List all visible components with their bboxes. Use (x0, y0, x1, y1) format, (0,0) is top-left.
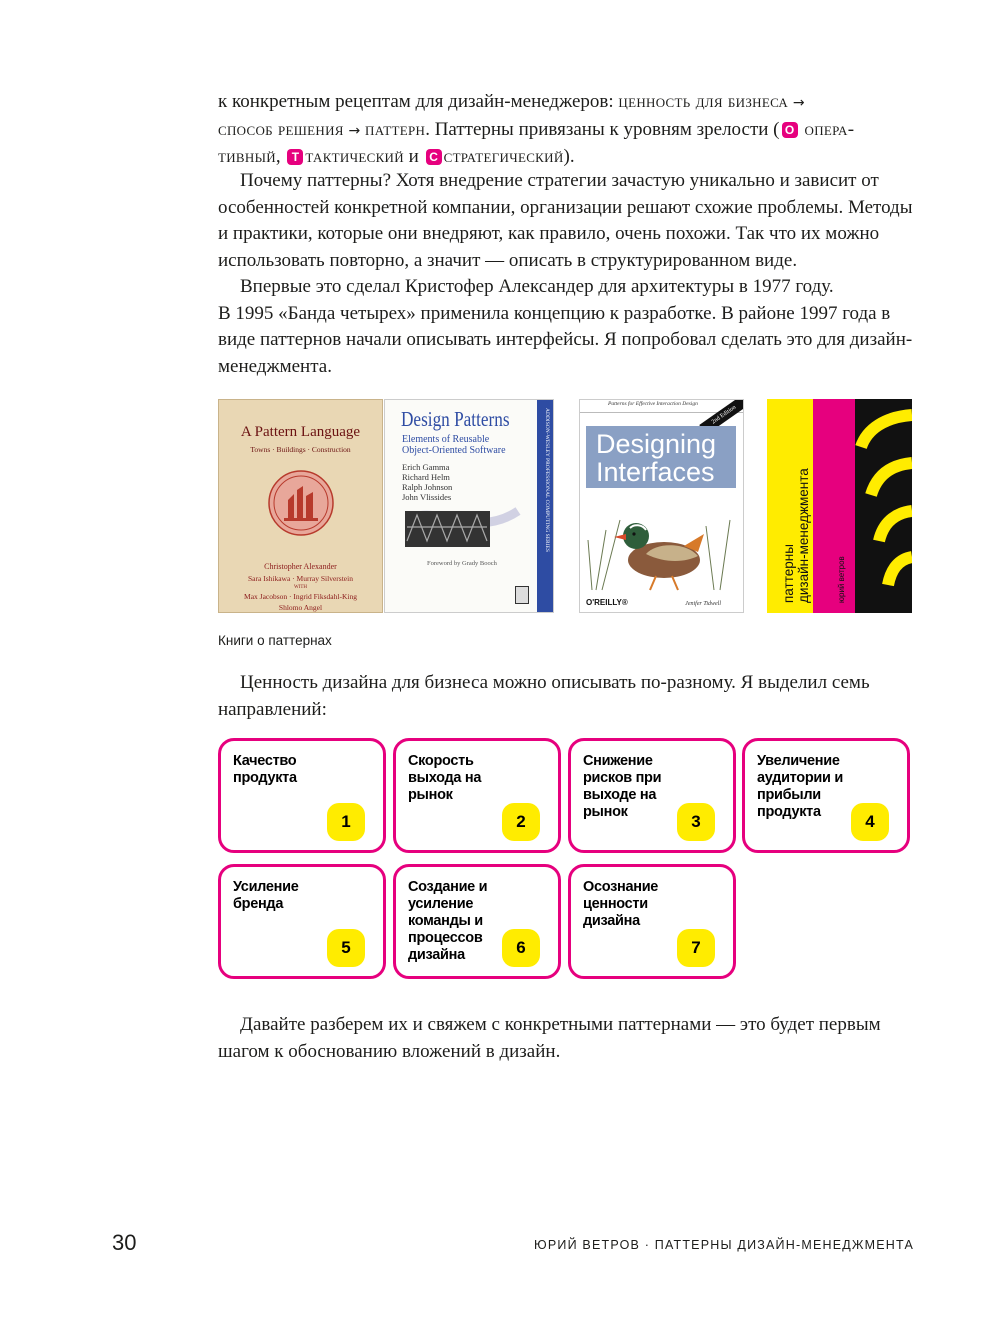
duck-illustration-icon (586, 490, 736, 595)
value-card-6 (393, 864, 561, 979)
term-business-value: ценность для бизнеса (618, 91, 789, 112)
book-cover-pattern-language (218, 399, 383, 613)
book-emblem-icon (266, 468, 336, 538)
term-operational-end: тивный (218, 146, 276, 168)
book-title-line: паттерны (781, 544, 796, 603)
intro-text: к конкретным рецептам для дизайн-менеджеров: (218, 91, 619, 112)
figure-caption: Книги о паттернах (218, 633, 332, 648)
value-card-5 (218, 864, 386, 979)
term-pattern: паттерн (365, 118, 426, 140)
book-author-vertical: юрий ветров (837, 556, 846, 603)
value-card-3 (568, 738, 736, 853)
book-cover-swirl-icon (855, 399, 912, 613)
book-author: Richard Helm (402, 472, 450, 482)
paragraph-value-directions (218, 670, 918, 723)
arrow-right-icon: → (348, 122, 361, 139)
intro-text: . Паттерны привязаны к уровням зрелости ( (425, 118, 780, 140)
value-card-7 (568, 864, 736, 979)
book-authors: Max Jacobson · Ingrid Fiksdahl-King (244, 592, 357, 601)
tactical-badge-icon: Т (287, 149, 303, 165)
book-cover-designing-interfaces (579, 399, 744, 613)
paragraph-history (218, 274, 918, 380)
value-card-label: Увеличение аудитории и прибыли продукта (757, 753, 843, 820)
term-tactical: тактический (305, 146, 404, 168)
book-subtitle: Towns · Buildings · Construction (250, 445, 351, 454)
book-author: John Vlissides (402, 492, 452, 502)
value-card-4 (742, 738, 910, 853)
book-foreword: Foreword by Grady Booch (427, 560, 497, 567)
value-card-label: Скорость выхода на рынок (408, 753, 482, 803)
book-spine (537, 400, 553, 613)
running-head: ЮРИЙ ВЕТРОВ · ПАТТЕРНЫ ДИЗАЙН-МЕНЕДЖМЕНТА (534, 1238, 914, 1252)
paragraph-text: Почему паттерны? Хотя внедрение стратегии зачастую уникально и зависит от особенностей конкретной компании, организации решают схожие проблемы. Методы и практики, которые они внедряют, как правило, очень похожи. Так что их можно использовать повторно, а значит — описать в структурированном виде. (218, 170, 913, 271)
value-card-number: 3 (677, 803, 715, 841)
book-cover-design-management-patterns (767, 399, 912, 613)
publisher-logo: O'REILLY® (586, 598, 628, 607)
intro-line-1 (218, 89, 918, 117)
value-card-number: 7 (677, 929, 715, 967)
value-card-number: 5 (327, 929, 365, 967)
paragraph-text: Ценность дизайна для бизнеса можно описывать по-разному. Я выделил семь направлений: (218, 672, 870, 720)
book-title-band (586, 426, 736, 488)
book-cover-pink-panel (813, 399, 855, 613)
value-card-number: 2 (502, 803, 540, 841)
paragraph-text: Впервые это сделал Кристофер Александер для архитектуры в 1977 году. (240, 276, 834, 297)
book-author: Erich Gamma (402, 462, 450, 472)
term-strategic: стратегический (443, 146, 564, 168)
paragraph-next-step (218, 1012, 918, 1065)
edition-text: 2nd Edition (710, 404, 738, 426)
term-operational: опера- (799, 118, 855, 140)
paragraph-why-patterns (218, 168, 918, 274)
value-card-label: Усиление бренда (233, 879, 299, 912)
value-card-label: Создание и усиление команды и процессов дизайна (408, 879, 488, 963)
value-card-number: 4 (851, 803, 889, 841)
book-author: Christopher Alexander (264, 562, 337, 571)
book-author: Ralph Johnson (402, 482, 453, 492)
value-card-number: 6 (502, 929, 540, 967)
value-card-label: Качество продукта (233, 753, 297, 786)
value-card-number: 1 (327, 803, 365, 841)
book-title: A Pattern Language (240, 424, 361, 440)
book-title: Design Patterns (401, 407, 510, 431)
book-cover-design-patterns (384, 399, 554, 613)
intro-paragraph (218, 89, 918, 171)
intro-line-3: тивный, Т тактический и С стратегический). (218, 146, 575, 168)
value-card-label: Осознание ценности дизайна (583, 879, 659, 929)
paragraph-text: В 1995 «Банда четырех» применила концепцию к разработке. В районе 1997 года в виде паттернов начали описывать интерфейсы. Я попробовал сделать это для дизайн-менеджмента. (218, 302, 913, 377)
paragraph-text: Давайте разберем их и свяжем с конкретными паттернами — это будет первым шагом к обоснованию вложений в дизайн. (218, 1014, 881, 1062)
intro-text: и (403, 146, 424, 168)
book-title: Interfaces (596, 457, 715, 487)
book-title: Designing (596, 429, 717, 459)
term-solution-method: способ решения (218, 118, 344, 140)
value-card-label: Снижение рисков при выходе на рынок (583, 753, 662, 820)
book-author: Jenifer Tidwell (685, 601, 721, 607)
strategic-badge-icon: С (426, 149, 442, 165)
book-subtitle: Elements of Reusable (402, 434, 490, 445)
page-number: 30 (112, 1230, 137, 1255)
book-subtitle: Object-Oriented Software (402, 445, 506, 456)
arrow-right-icon: → (792, 95, 805, 111)
book-with: WITH (293, 585, 308, 590)
book-authors: Shlomo Angel (278, 603, 323, 612)
operational-badge-icon: О (782, 122, 798, 138)
book-spine-text: ADDISON-WESLEY PROFESSIONAL COMPUTING SERIES (544, 408, 550, 552)
publisher-logo-icon (515, 586, 529, 604)
value-card-2 (393, 738, 561, 853)
book-title-line: дизайн-менеджмента (796, 468, 811, 603)
book-artwork-icon (403, 501, 523, 549)
book-tagline: Patterns for Effective Interaction Design (608, 401, 698, 407)
intro-line-2 (218, 117, 918, 145)
intro-text: ). (563, 146, 575, 168)
book-title-vertical (781, 399, 811, 603)
book-authors: Sara Ishikawa · Murray Silverstein (248, 574, 353, 583)
value-card-1 (218, 738, 386, 853)
